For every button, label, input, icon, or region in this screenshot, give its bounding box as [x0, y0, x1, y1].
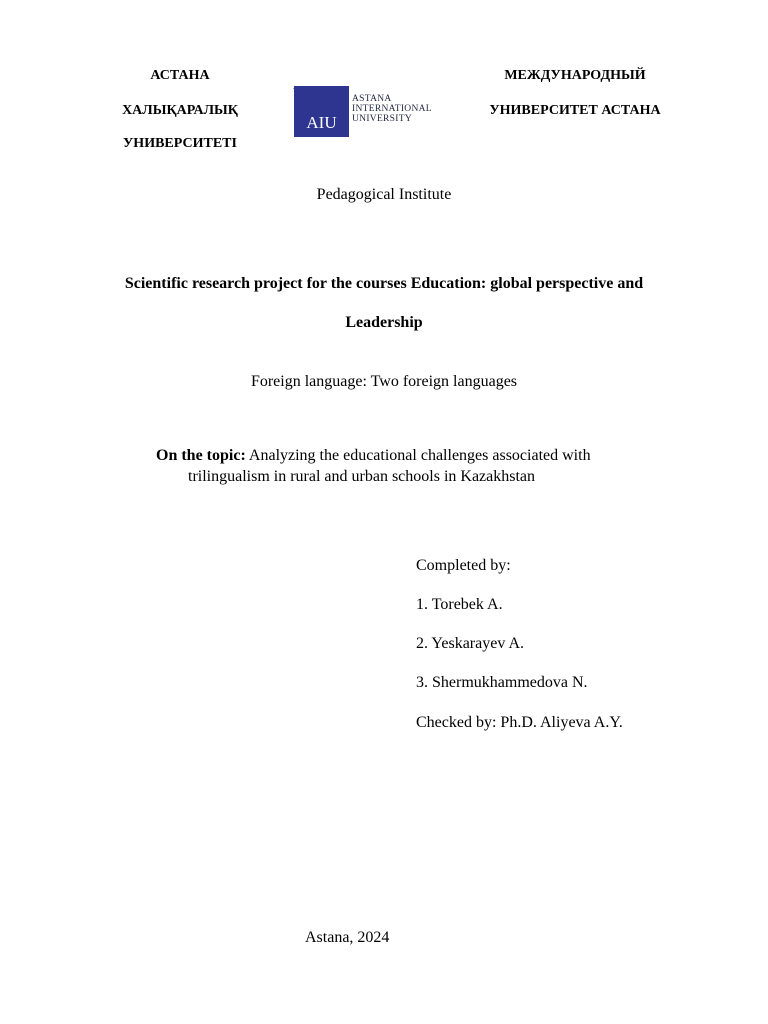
project-title-line2: Leadership — [345, 314, 423, 331]
author-1: 1. Torebek A. — [416, 596, 503, 613]
place-year: Astana, 2024 — [305, 929, 390, 946]
topic-text-1: Analyzing the educational challenges associated with — [248, 447, 591, 464]
author-2: 2. Yeskarayev A. — [416, 635, 524, 652]
topic-line1 — [156, 447, 716, 465]
university-logo — [292, 84, 452, 138]
logo-word-3: UNIVERSITY — [352, 114, 412, 124]
topic-label: On the topic: — [156, 447, 246, 464]
project-title-line1: Scientific research project for the courses Education: global perspective and — [124, 275, 644, 292]
completed-label: Completed by: — [416, 557, 511, 574]
header-right-line1: МЕЖДУНАРОДНЫЙ — [504, 68, 646, 83]
foreign-language: Foreign language: Two foreign languages — [250, 373, 518, 390]
logo-ornament-icon — [292, 84, 304, 94]
author-3: 3. Shermukhammedova N. — [416, 674, 588, 691]
header-left-line2: ХАЛЫҚАРАЛЫҚ — [122, 103, 238, 118]
header-left-line1: АСТАНА — [150, 68, 210, 83]
logo-abbr: AIU — [306, 113, 337, 132]
logo-word-1: ASTANA — [352, 94, 392, 104]
logo-wordmark — [352, 94, 432, 124]
header-right-line2: УНИВЕРСИТЕТ АСТАНА — [489, 103, 661, 118]
checked-by: Checked by: Ph.D. Aliyeva A.Y. — [416, 714, 623, 731]
topic-text-2: trilingualism in rural and urban schools in Kazakhstan — [188, 468, 536, 485]
logo-word-2: INTERNATIONAL — [352, 104, 432, 114]
header-left-line3: УНИВЕРСИТЕТІ — [123, 136, 237, 151]
institute-name: Pedagogical Institute — [316, 186, 452, 203]
